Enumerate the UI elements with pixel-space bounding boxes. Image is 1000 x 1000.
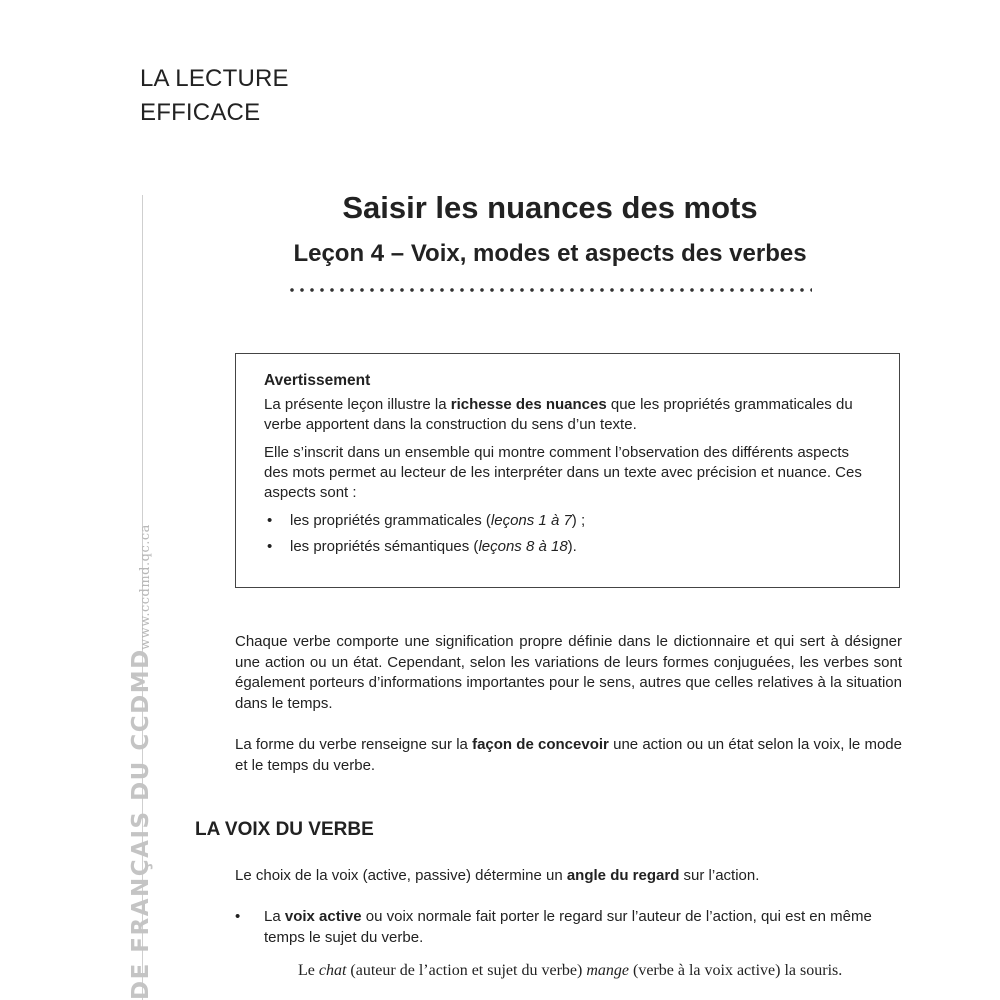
sidebar-url[interactable]: www.ccdmd.qc.ca xyxy=(138,524,153,650)
body-paragraph-2: La forme du verbe renseigne sur la façon de concevoir une action ou un état selon la voix, le mode et le temps du verbe. xyxy=(235,736,902,774)
notice-box xyxy=(235,353,900,588)
dotted-divider xyxy=(287,287,812,293)
bullet-dot: • xyxy=(235,908,241,925)
notice-paragraph-2: Elle s’inscrit dans un ensemble qui montre comment l’observation des différents aspects des mots permet au lecteur de les interpréter dans un texte avec précision et nuance. Ces aspects sont : xyxy=(264,444,862,501)
list-item: • les propriétés sémantiques (leçons 8 à 18). xyxy=(264,537,871,557)
page-title: Saisir les nuances des mots xyxy=(342,190,758,225)
header-title xyxy=(140,62,289,130)
header-line-1: LA LECTURE xyxy=(140,65,289,92)
header-line-2: EFFICACE xyxy=(140,99,261,126)
example-sentence: Le chat (auteur de l’action et sujet du verbe) mange (verbe à la voix active) la souris. xyxy=(298,962,843,979)
section-bullet: • La voix active ou voix normale fait porter le regard sur l’auteur de l’action, qui est en même temps le sujet du verbe. xyxy=(235,908,872,946)
section-heading: LA VOIX DU VERBE xyxy=(195,819,374,840)
section-intro: Le choix de la voix (active, passive) détermine un angle du regard sur l’action. xyxy=(235,867,760,884)
notice-heading: Avertissement xyxy=(264,372,371,389)
page-subtitle: Leçon 4 – Voix, modes et aspects des verbes xyxy=(293,240,807,267)
notice-paragraph-1: La présente leçon illustre la richesse des nuances que les propriétés grammaticales du verbe apportent dans la construction du sens d’un texte. xyxy=(264,396,853,433)
list-item: • les propriétés grammaticales (leçons 1 à 7) ; xyxy=(264,511,871,531)
body-paragraph-1: Chaque verbe comporte une signification propre définie dans le dictionnaire et qui sert à désigner une action ou un état. Cependant, selon les variations de leurs formes conjuguées, les verbes sont également porteurs d’informations importantes pour le sens, autres que celles relatives à la situation dans le temps. xyxy=(235,633,902,712)
sidebar-vertical-text: DE FRANÇAIS DU CCDMD xyxy=(128,648,154,1000)
notice-list xyxy=(264,511,871,557)
